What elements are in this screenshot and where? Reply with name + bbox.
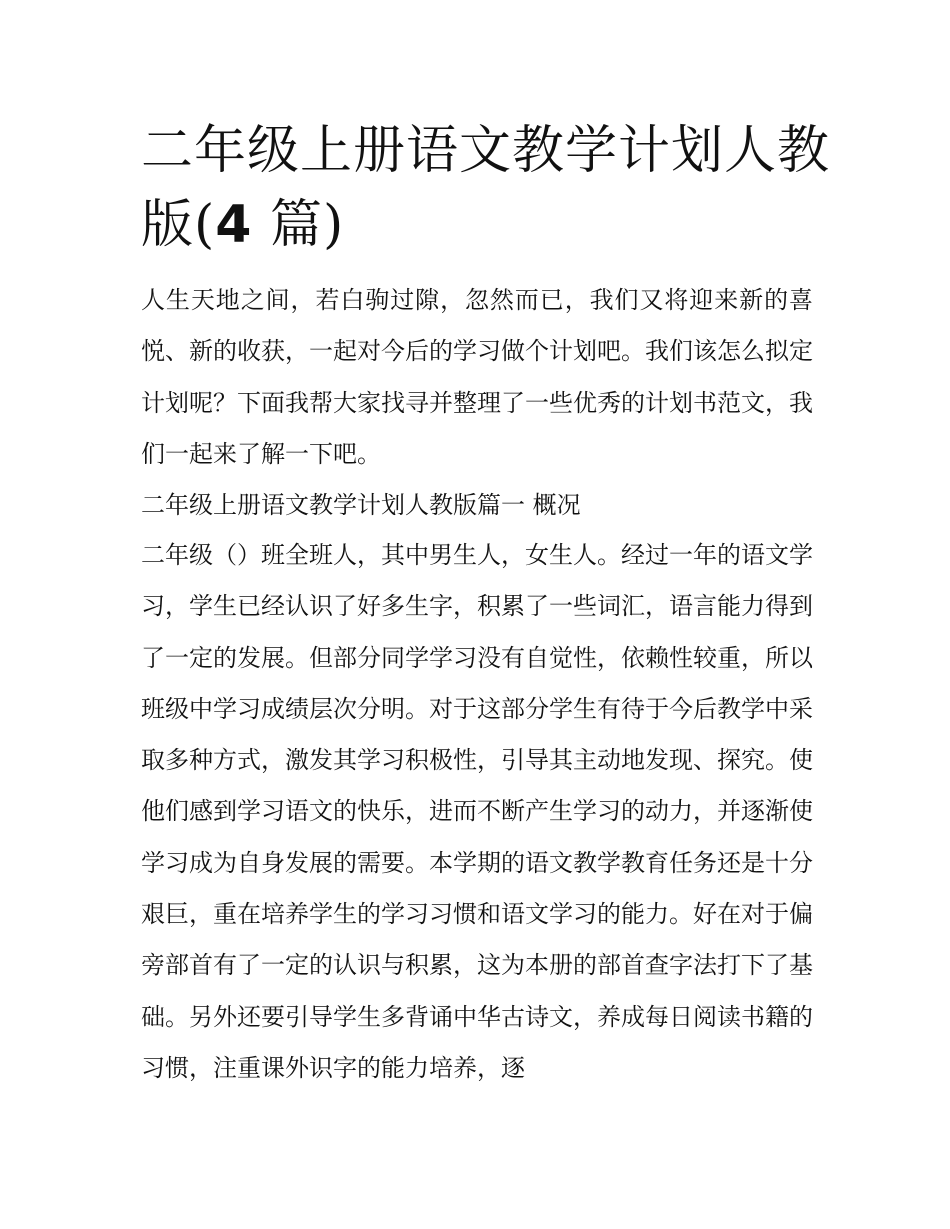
title-number: 4 [215, 195, 253, 255]
document-title [141, 114, 831, 262]
title-suffix: 篇) [252, 195, 345, 255]
section-heading: 二年级上册语文教学计划人教版篇一 概况 [141, 491, 581, 519]
section-body-paragraph: 二年级（）班全班人，其中男生人，女生人。经过一年的语文学习，学生已经认识了好多生字，积累了一些词汇，语言能力得到了一定的发展。但部分同学学习没有自觉性，依赖性较重，所以班级中学习成绩层次分明。对于这部分学生有待于今后教学中采取多种方式，激发其学习积极性，引导其主动地发现、探究。使他们感到学习语文的快乐，进而不断产生学习的动力，并逐渐使学习成为自身发展的需要。本学期的语文教学教育任务还是十分艰巨，重在培养学生的学习习惯和语文学习的能力。好在对于偏旁部首有了一定的认识与积累，这为本册的部首查字法打下了基础。另外还要引导学生多背诵中华古诗文，养成每日阅读书籍的习惯，注重课外识字的能力培养，逐 [141, 541, 813, 1082]
title-prefix: 二年级上册语文教学计划人教版( [141, 121, 831, 255]
intro-paragraph: 人生天地之间，若白驹过隙，忽然而已，我们又将迎来新的喜悦、新的收获，一起对今后的学习做个计划吧。我们该怎么拟定计划呢？下面我帮大家找寻并整理了一些优秀的计划书范文，我们一起来了解一下吧。 [141, 286, 813, 468]
